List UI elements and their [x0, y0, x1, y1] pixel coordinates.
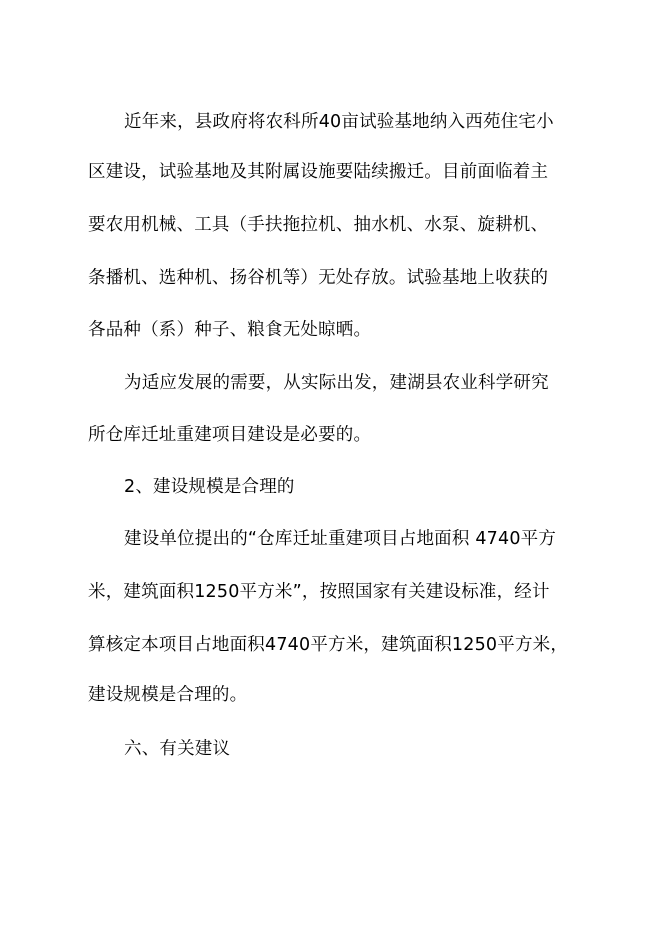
paragraph-1-line-3: 要农用机械、工具（手扶拖拉机、抽水机、水泵、旋耕机、: [88, 215, 549, 235]
paragraph-1-line-2: 区建设，试验基地及其附属设施要陆续搬迁。目前面临着主: [88, 162, 549, 182]
paragraph-1-line-1: 近年来，县政府将农科所40亩试验基地纳入西苑住宅小: [124, 112, 554, 132]
paragraph-3-line-3: 算核定本项目占地面积4740平方米，建筑面积1250平方米，: [88, 635, 569, 655]
paragraph-2-line-1: 为适应发展的需要，从实际出发，建湖县农业科学研究: [124, 373, 549, 393]
paragraph-3-line-1: 建设单位提出的“仓库迁址重建项目占地面积 4740平方: [124, 529, 557, 549]
paragraph-1-line-4: 条播机、选种机、扬谷机等）无处存放。试验基地上收获的: [88, 268, 549, 288]
paragraph-3-line-4: 建设规模是合理的。: [88, 685, 248, 705]
paragraph-1-line-5: 各品种（系）种子、粮食无处晾晒。: [88, 320, 372, 340]
paragraph-3-line-2: 米，建筑面积1250平方米”，按照国家有关建设标准，经计: [88, 582, 550, 602]
section-heading-2: 2、建设规模是合理的: [124, 477, 295, 497]
section-heading-6: 六、有关建议: [124, 739, 231, 759]
paragraph-2-line-2: 所仓库迁址重建项目建设是必要的。: [88, 425, 372, 445]
